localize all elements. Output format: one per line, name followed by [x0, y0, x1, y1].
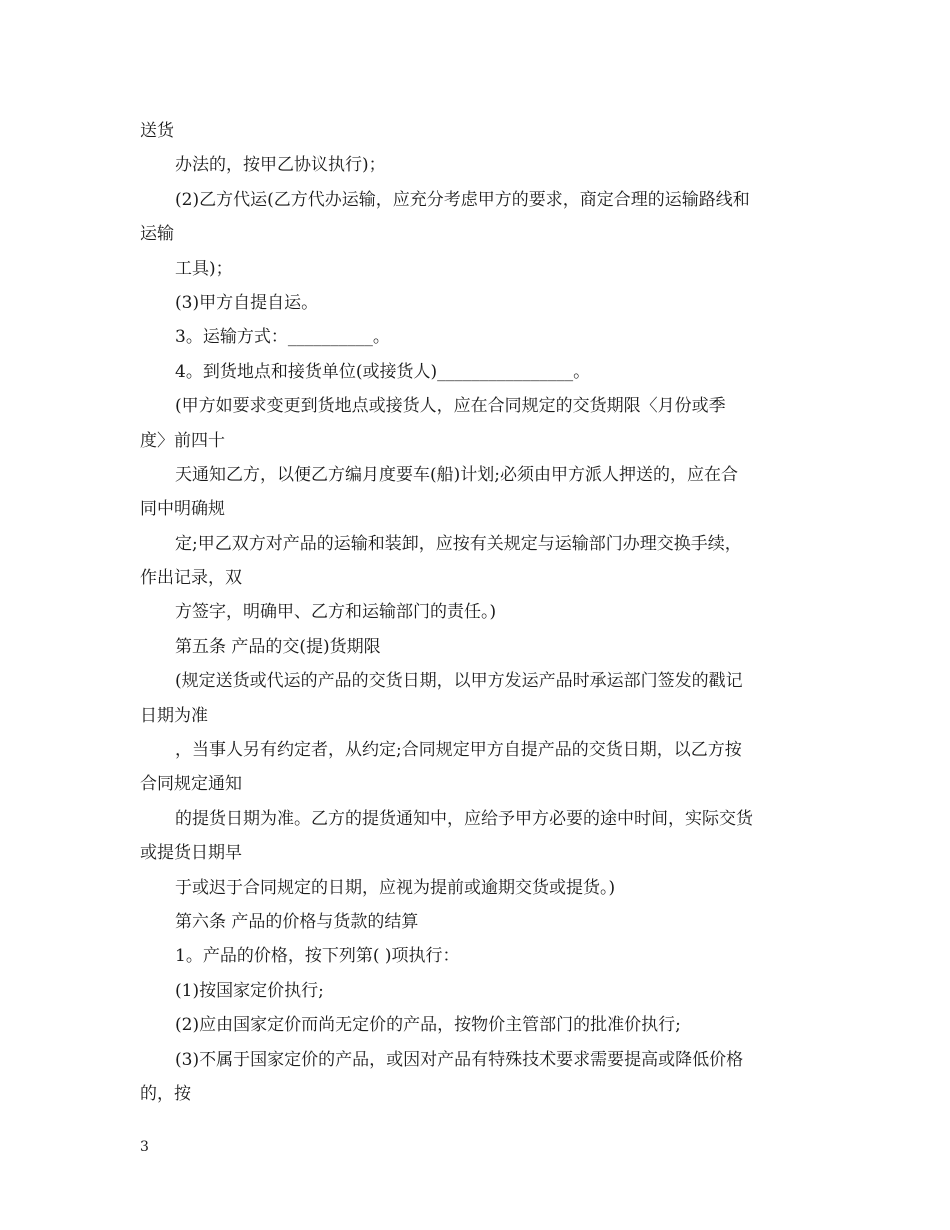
text-line: ，当事人另有约定者，从约定;合同规定甲方自提产品的交货日期，以乙方按 — [175, 740, 742, 761]
text-line: 1。产品的价格，按下列第( )项执行： — [175, 946, 460, 967]
text-line: 3。运输方式：__________。 — [175, 327, 390, 348]
text-line: (3)不属于国家定价的产品，或因对产品有特殊技术要求需要提高或降低价格 — [175, 1049, 744, 1070]
text-line: (规定送货或代运的产品的交货日期，以甲方发运产品时承运部门签发的戳记 — [175, 671, 743, 692]
page-number: 3 — [140, 1139, 149, 1155]
text-line: (2)乙方代运(乙方代办运输，应充分考虑甲方的要求，商定合理的运输路线和 — [175, 189, 750, 210]
text-line: 工具)； — [175, 258, 233, 279]
text-line: 同中明确规 — [140, 499, 225, 520]
text-line: 度〉前四十 — [140, 430, 225, 451]
text-line: 或提货日期早 — [140, 843, 242, 864]
text-line: 4。到货地点和接货单位(或接货人)________________。 — [175, 361, 591, 382]
text-line: 送货 — [140, 121, 174, 141]
text-line: 办法的，按甲乙协议执行)； — [175, 155, 386, 176]
document-body — [140, 114, 815, 1111]
text-line: 作出记录，双 — [140, 568, 242, 589]
text-line: (2)应由国家定价而尚无定价的产品，按物价主管部门的批准价执行; — [175, 1015, 681, 1036]
text-line: 的提货日期为准。乙方的提货通知中，应给予甲方必要的途中时间，实际交货 — [175, 808, 753, 829]
text-line: 运输 — [140, 224, 174, 245]
text-line: 定;甲乙双方对产品的运输和装卸，应按有关规定与运输部门办理交换手续， — [175, 533, 742, 554]
text-line: 方签字，明确甲、乙方和运输部门的责任。) — [175, 602, 497, 623]
text-line: 于或迟于合同规定的日期，应视为提前或逾期交货或提货。) — [175, 877, 616, 898]
text-line: 第五条 产品的交(提)货期限 — [175, 636, 381, 657]
text-line: (1)按国家定价执行; — [175, 980, 324, 1001]
text-line: (3)甲方自提自运。 — [175, 292, 319, 313]
text-line: 日期为准 — [140, 705, 208, 726]
text-line: 的，按 — [140, 1083, 191, 1104]
text-line: 合同规定通知 — [140, 774, 242, 795]
text-line: (甲方如要求变更到货地点或接货人，应在合同规定的交货期限〈月份或季 — [175, 396, 726, 417]
text-line: 第六条 产品的价格与货款的结算 — [175, 911, 419, 932]
text-line: 天通知乙方，以便乙方编月度要车(船)计划;必须由甲方派人押送的，应在合 — [175, 464, 738, 485]
